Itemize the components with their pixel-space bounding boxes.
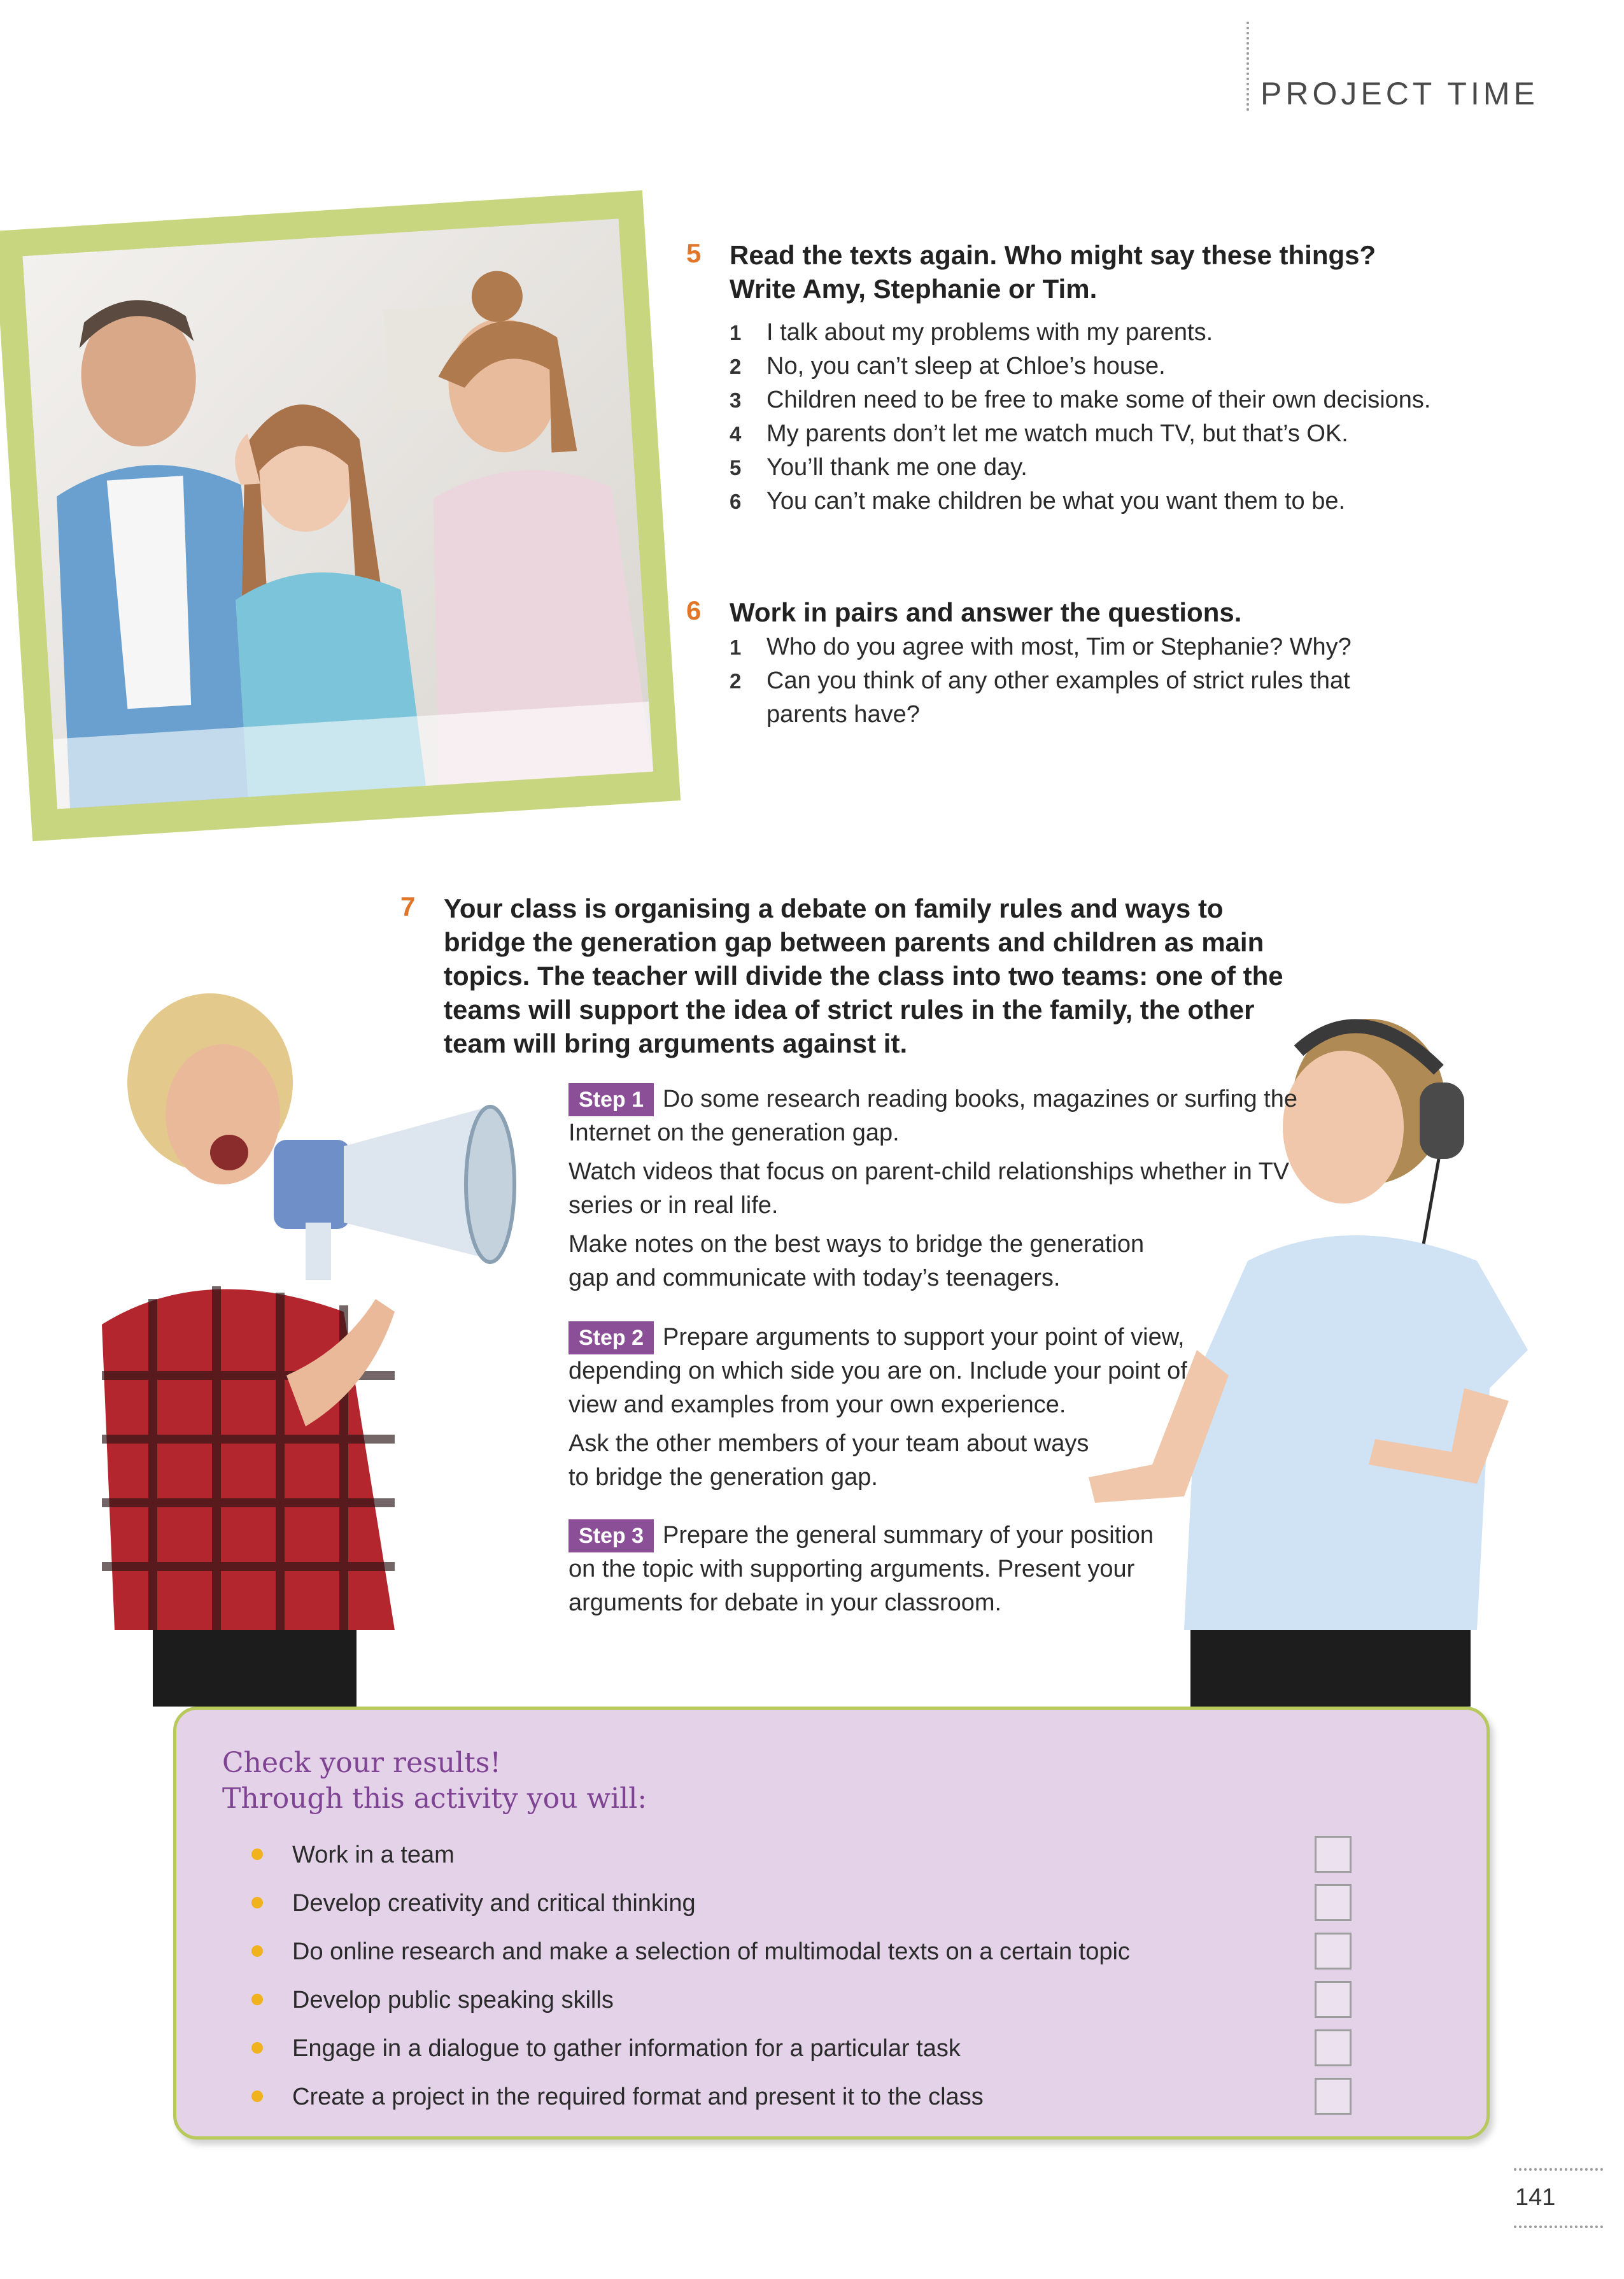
results-heading-line-2: Through this activity you will: <box>222 1782 647 1815</box>
family-photo <box>0 190 681 841</box>
item-number: 2 <box>730 669 742 693</box>
results-item-text: Work in a team <box>292 1842 455 1868</box>
item-number: 2 <box>730 355 742 378</box>
bullet-icon <box>251 2091 263 2102</box>
step-paragraph: Ask the other members of your team about ways to bridge the generation gap. <box>568 1430 1089 1491</box>
list-item <box>730 664 1392 732</box>
item-text: No, you can’t sleep at Chloe’s house. <box>766 353 1166 380</box>
exercise-number: 5 <box>686 238 702 268</box>
step-paragraph: Watch videos that focus on parent-child relationships whether in TV series or in real life. <box>568 1158 1290 1219</box>
step-lead <box>568 1083 1301 1150</box>
bullet-icon <box>251 2042 263 2054</box>
checkbox[interactable] <box>1315 1836 1352 1873</box>
results-item <box>222 1976 1444 2024</box>
item-number: 6 <box>730 490 742 513</box>
step-badge: Step 1 <box>568 1083 654 1116</box>
item-number: 4 <box>730 422 742 446</box>
bullet-icon <box>251 1849 263 1860</box>
item-number: 3 <box>730 388 742 412</box>
results-item-text: Do online research and make a selection of multimodal texts on a certain topic <box>292 1938 1130 1965</box>
step-2 <box>568 1321 1237 1494</box>
exercise-5 <box>686 238 1493 518</box>
step-3 <box>568 1519 1154 1620</box>
list-item <box>730 383 1493 417</box>
section-title: PROJECT TIME <box>1260 76 1539 111</box>
item-text: Can you think of any other examples of strict rules that parents have? <box>766 667 1350 728</box>
results-item-text: Develop public speaking skills <box>292 1987 614 2013</box>
bullet-icon <box>251 1994 263 2005</box>
bullet-icon <box>251 1897 263 1908</box>
results-item-text: Create a project in the required format and present it to the class <box>292 2084 984 2110</box>
exercise-title: Read the texts again. Who might say these things? Write Amy, Stephanie or Tim. <box>730 240 1376 304</box>
results-heading <box>222 1745 647 1817</box>
check-results-box <box>173 1707 1490 2140</box>
results-heading-line-1: Check your results! <box>222 1747 502 1779</box>
results-item <box>222 2073 1444 2121</box>
exercise-items <box>730 630 1392 732</box>
item-text: My parents don’t let me watch much TV, but that’s OK. <box>766 420 1348 447</box>
item-text: Children need to be free to make some of their own decisions. <box>766 387 1431 413</box>
step-lead-text: Prepare arguments to support your point of view, depending on which side you are on. Include your point of view and examples from your own experience. <box>568 1324 1187 1418</box>
step-badge: Step 3 <box>568 1519 654 1552</box>
family-photo-image <box>22 218 653 809</box>
header-divider <box>1246 22 1249 111</box>
step-lead <box>568 1321 1237 1422</box>
item-number: 1 <box>730 635 742 659</box>
results-item <box>222 1879 1444 1928</box>
page-number: 141 <box>1515 2184 1556 2211</box>
item-text: You’ll thank me one day. <box>766 454 1027 481</box>
woman-megaphone-figure <box>76 993 560 1707</box>
exercise-number: 6 <box>686 595 702 625</box>
bullet-icon <box>251 1945 263 1957</box>
footer-divider-bottom <box>1514 2226 1603 2228</box>
step-1 <box>568 1083 1301 1295</box>
exercise-7 <box>400 891 1310 1060</box>
item-text: You can’t make children be what you want them to be. <box>766 488 1346 515</box>
list-item <box>730 316 1493 350</box>
footer-divider-top <box>1514 2168 1603 2171</box>
exercise-title: Your class is organising a debate on family rules and ways to bridge the generation gap between parents and children as main topics. The teacher will divide the class into two teams: one of the teams will support the idea of strict rules in the family, the other team will bring arguments against it. <box>444 893 1283 1058</box>
checkbox[interactable] <box>1315 1884 1352 1921</box>
checkbox[interactable] <box>1315 1981 1352 2018</box>
results-list <box>222 1831 1444 2121</box>
exercise-items <box>730 316 1493 518</box>
item-text: I talk about my problems with my parents. <box>766 319 1213 346</box>
exercise-6 <box>686 595 1493 732</box>
list-item <box>730 417 1493 451</box>
checkbox[interactable] <box>1315 1933 1352 1970</box>
list-item <box>730 350 1493 383</box>
checkbox[interactable] <box>1315 2029 1352 2066</box>
step-lead <box>568 1519 1154 1620</box>
results-item-text: Engage in a dialogue to gather information for a particular task <box>292 2035 961 2062</box>
list-item <box>730 630 1392 664</box>
results-item <box>222 1831 1444 1879</box>
results-item <box>222 1928 1444 1976</box>
item-text: Who do you agree with most, Tim or Stephanie? Why? <box>766 634 1352 660</box>
results-item-text: Develop creativity and critical thinking <box>292 1890 696 1917</box>
step-badge: Step 2 <box>568 1321 654 1354</box>
list-item <box>730 451 1493 485</box>
checkbox[interactable] <box>1315 2078 1352 2115</box>
step-paragraph: Make notes on the best ways to bridge the generation gap and communicate with today’s teenagers. <box>568 1231 1145 1291</box>
step-lead-text: Do some research reading books, magazines or surfing the Internet on the generation gap. <box>568 1086 1298 1146</box>
item-number: 5 <box>730 456 742 479</box>
item-number: 1 <box>730 321 742 344</box>
list-item <box>730 485 1493 518</box>
exercise-number: 7 <box>400 891 416 921</box>
exercise-title: Work in pairs and answer the questions. <box>730 597 1242 627</box>
results-item <box>222 2024 1444 2073</box>
step-lead-text: Prepare the general summary of your position on the topic with supporting arguments. Present your arguments for debate in your classroom. <box>568 1522 1154 1616</box>
